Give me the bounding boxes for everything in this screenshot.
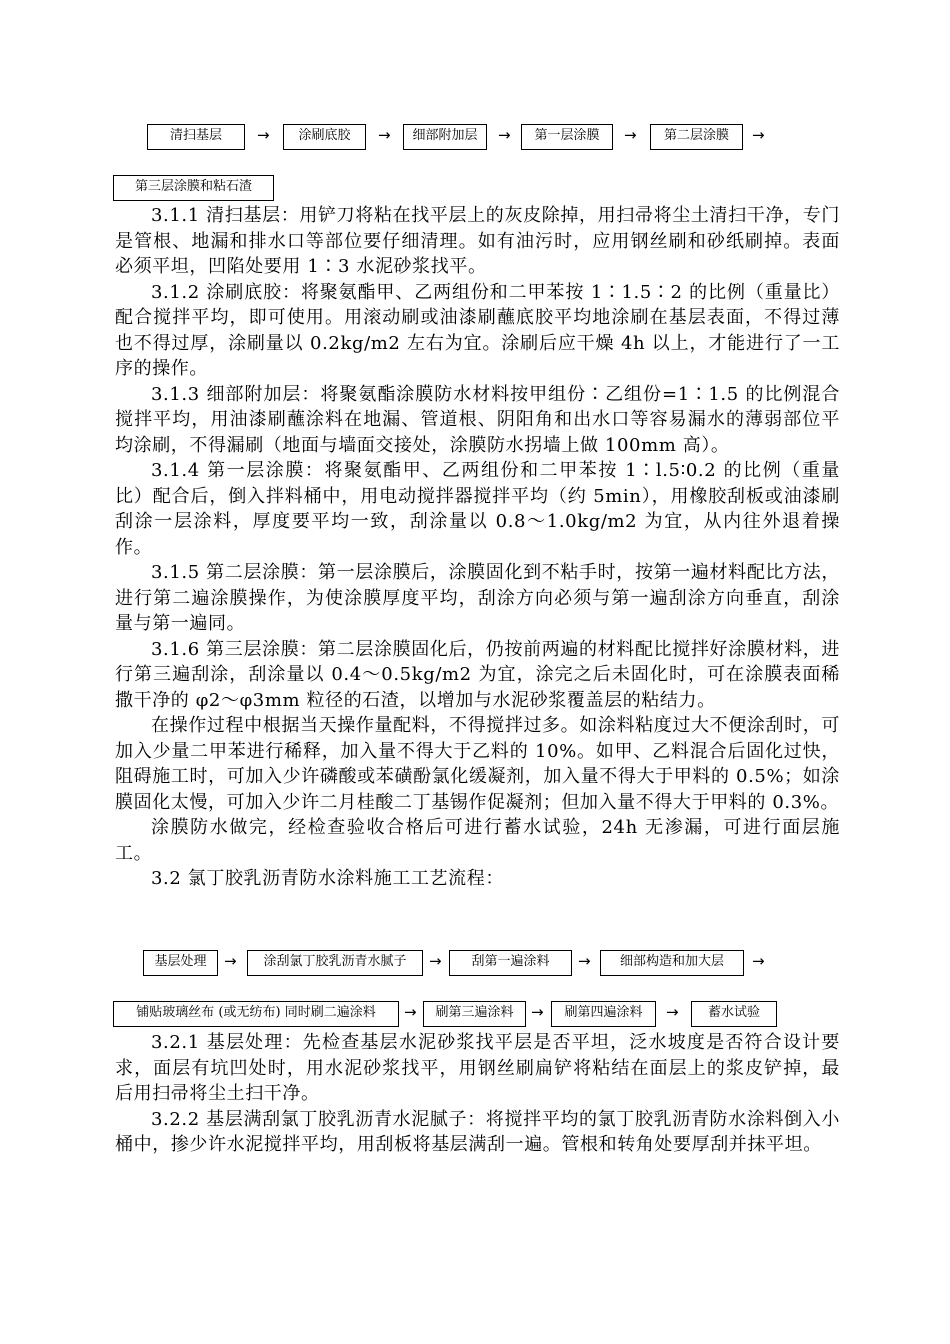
arrow-icon: → [404, 1003, 417, 1021]
arrow-icon: → [624, 126, 637, 144]
flow-step: 第一层涂膜 [521, 124, 613, 150]
paragraph: 涂膜防水做完，经检查验收合格后可进行蓄水试验，24h 无渗漏，可进行面层施工。 [115, 817, 840, 864]
flow-step: 细部附加层 [403, 124, 487, 150]
paragraph: 3.2.1 基层处理：先检查基层水泥砂浆找平层是否平坦，泛水坡度是否符合设计要求，面层有坑凹处时，用水泥砂浆找平，用钢丝刷扁铲将粘结在面层上的浆皮铲掉，最后用扫帚将尘土扫干净。 [115, 1032, 840, 1104]
arrow-icon: → [666, 1003, 679, 1021]
flow-step: 刷第四遍涂料 [551, 1001, 656, 1027]
paragraph: 3.1.3 细部附加层：将聚氨酯涂膜防水材料按甲组份∶乙组份=1∶1.5 的比例混合搅拌平均，用油漆刷蘸涂料在地漏、管道根、阴阳角和出水口等容易漏水的薄弱部位平均涂刷，不得漏刷（地面与墙面交接处，涂膜防水拐墙上做 100mm 高）。 [115, 383, 840, 456]
paragraph: 3.2.2 基层满刮氯丁胶乳沥青水泥腻子：将搅拌平均的氯丁胶乳沥青防水涂料倒入小桶中，掺少许水泥搅拌平均，用刮板将基层满刮一遍。管根和转角处要厚刮并抹平坦。 [115, 1108, 840, 1155]
arrow-icon: → [578, 952, 591, 970]
arrow-icon: → [752, 126, 765, 144]
paragraph: 3.1.2 涂刷底胶：将聚氨酯甲、乙两组份和二甲苯按 1∶1.5∶2 的比例（重量比）配合搅拌平均，即可使用。用滚动刷或油漆刷蘸底胶平均地涂刷在基层表面，不得过薄也不得过厚，涂刷量以 0.2kg/m2 左右为宜。涂刷后应干燥 4h 以上，才能进行了一工序的操作。 [115, 281, 840, 379]
flow-step: 刮第一遍涂料 [449, 950, 572, 976]
arrow-icon: → [531, 1003, 544, 1021]
paragraph: 3.1.6 第三层涂膜：第二层涂膜固化后，仍按前两遍的材料配比搅拌好涂膜材料，进行第三遍刮涂，刮涂量以 0.4～0.5kg/m2 为宜，涂完之后未固化时，可在涂膜表面稀撒干净的 φ2～φ3mm 粒径的石渣，以增加与水泥砂浆覆盖层的粘结力。 [115, 638, 840, 711]
paragraph: 3.1.5 第二层涂膜：第一层涂膜后，涂膜固化到不粘手时，按第一遍材料配比方法，进行第二遍涂膜操作，为使涂膜厚度平均，刮涂方向必须与第一遍刮涂方向垂直，刮涂量与第一遍同。 [115, 562, 840, 634]
arrow-icon: → [224, 952, 237, 970]
arrow-icon: → [752, 952, 765, 970]
flow-step: 细部构造和加大层 [600, 950, 744, 976]
arrow-icon: → [257, 126, 270, 144]
flow-step: 刷第三遍涂料 [423, 1001, 526, 1027]
paragraph: 3.1.4 第一层涂膜：将聚氨酯甲、乙两组份和二甲苯按 1∶l.5∶0.2 的比例（重量比）配合后，倒入拌料桶中，用电动搅拌器搅拌平均（约 5min），用橡胶刮板或油漆刷刮涂一层涂料，厚度要平均一致，刮涂量以 0.8～1.0kg/m2 为宜，从内往外退着操作。 [115, 460, 840, 558]
paragraph: 3.2 氯丁胶乳沥青防水涂料施工工艺流程： [151, 868, 504, 889]
flow-step: 涂刮氯丁胶乳沥青水腻子 [247, 950, 423, 976]
body-text-1 [115, 203, 840, 892]
flow-step: 第二层涂膜 [650, 124, 743, 150]
arrow-icon: → [429, 952, 442, 970]
paragraph: 在操作过程中根据当天操作量配料，不得搅拌过多。如涂料粘度过大不便涂刮时，可加入少量二甲苯进行稀释，加入量不得大于乙料的 10%。如甲、乙料混合后固化过快，阻碍施工时，可加入少许磷酸或苯磺酚氯化缓凝剂，加入量不得大于甲料的 0.5%；如涂膜固化太慢，可加入少许二月桂酸二丁基锡作促凝剂；但加入量不得大于甲料的 0.3%。 [115, 715, 841, 813]
flow-step: 清扫基层 [147, 124, 245, 150]
arrow-icon: → [378, 126, 391, 144]
flow-step: 铺贴玻璃丝布 (或无纺布) 同时刷二遍涂料 [113, 1001, 399, 1027]
arrow-icon: → [498, 126, 511, 144]
flow-step: 蓄水试验 [691, 1001, 777, 1027]
flow-step: 第三层涂膜和粘石渣 [113, 175, 274, 201]
flow-step: 涂刷底胶 [283, 124, 366, 150]
flow-step: 基层处理 [143, 950, 218, 976]
paragraph: 3.1.1 清扫基层：用铲刀将粘在找平层上的灰皮除掉，用扫帚将尘土清扫干净，专门是管根、地漏和排水口等部位要仔细清理。如有油污时，应用钢丝刷和砂纸刷掉。表面必须平坦，凹陷处要用 1∶3 水泥砂浆找平。 [115, 205, 840, 277]
body-text-2 [115, 1030, 840, 1158]
